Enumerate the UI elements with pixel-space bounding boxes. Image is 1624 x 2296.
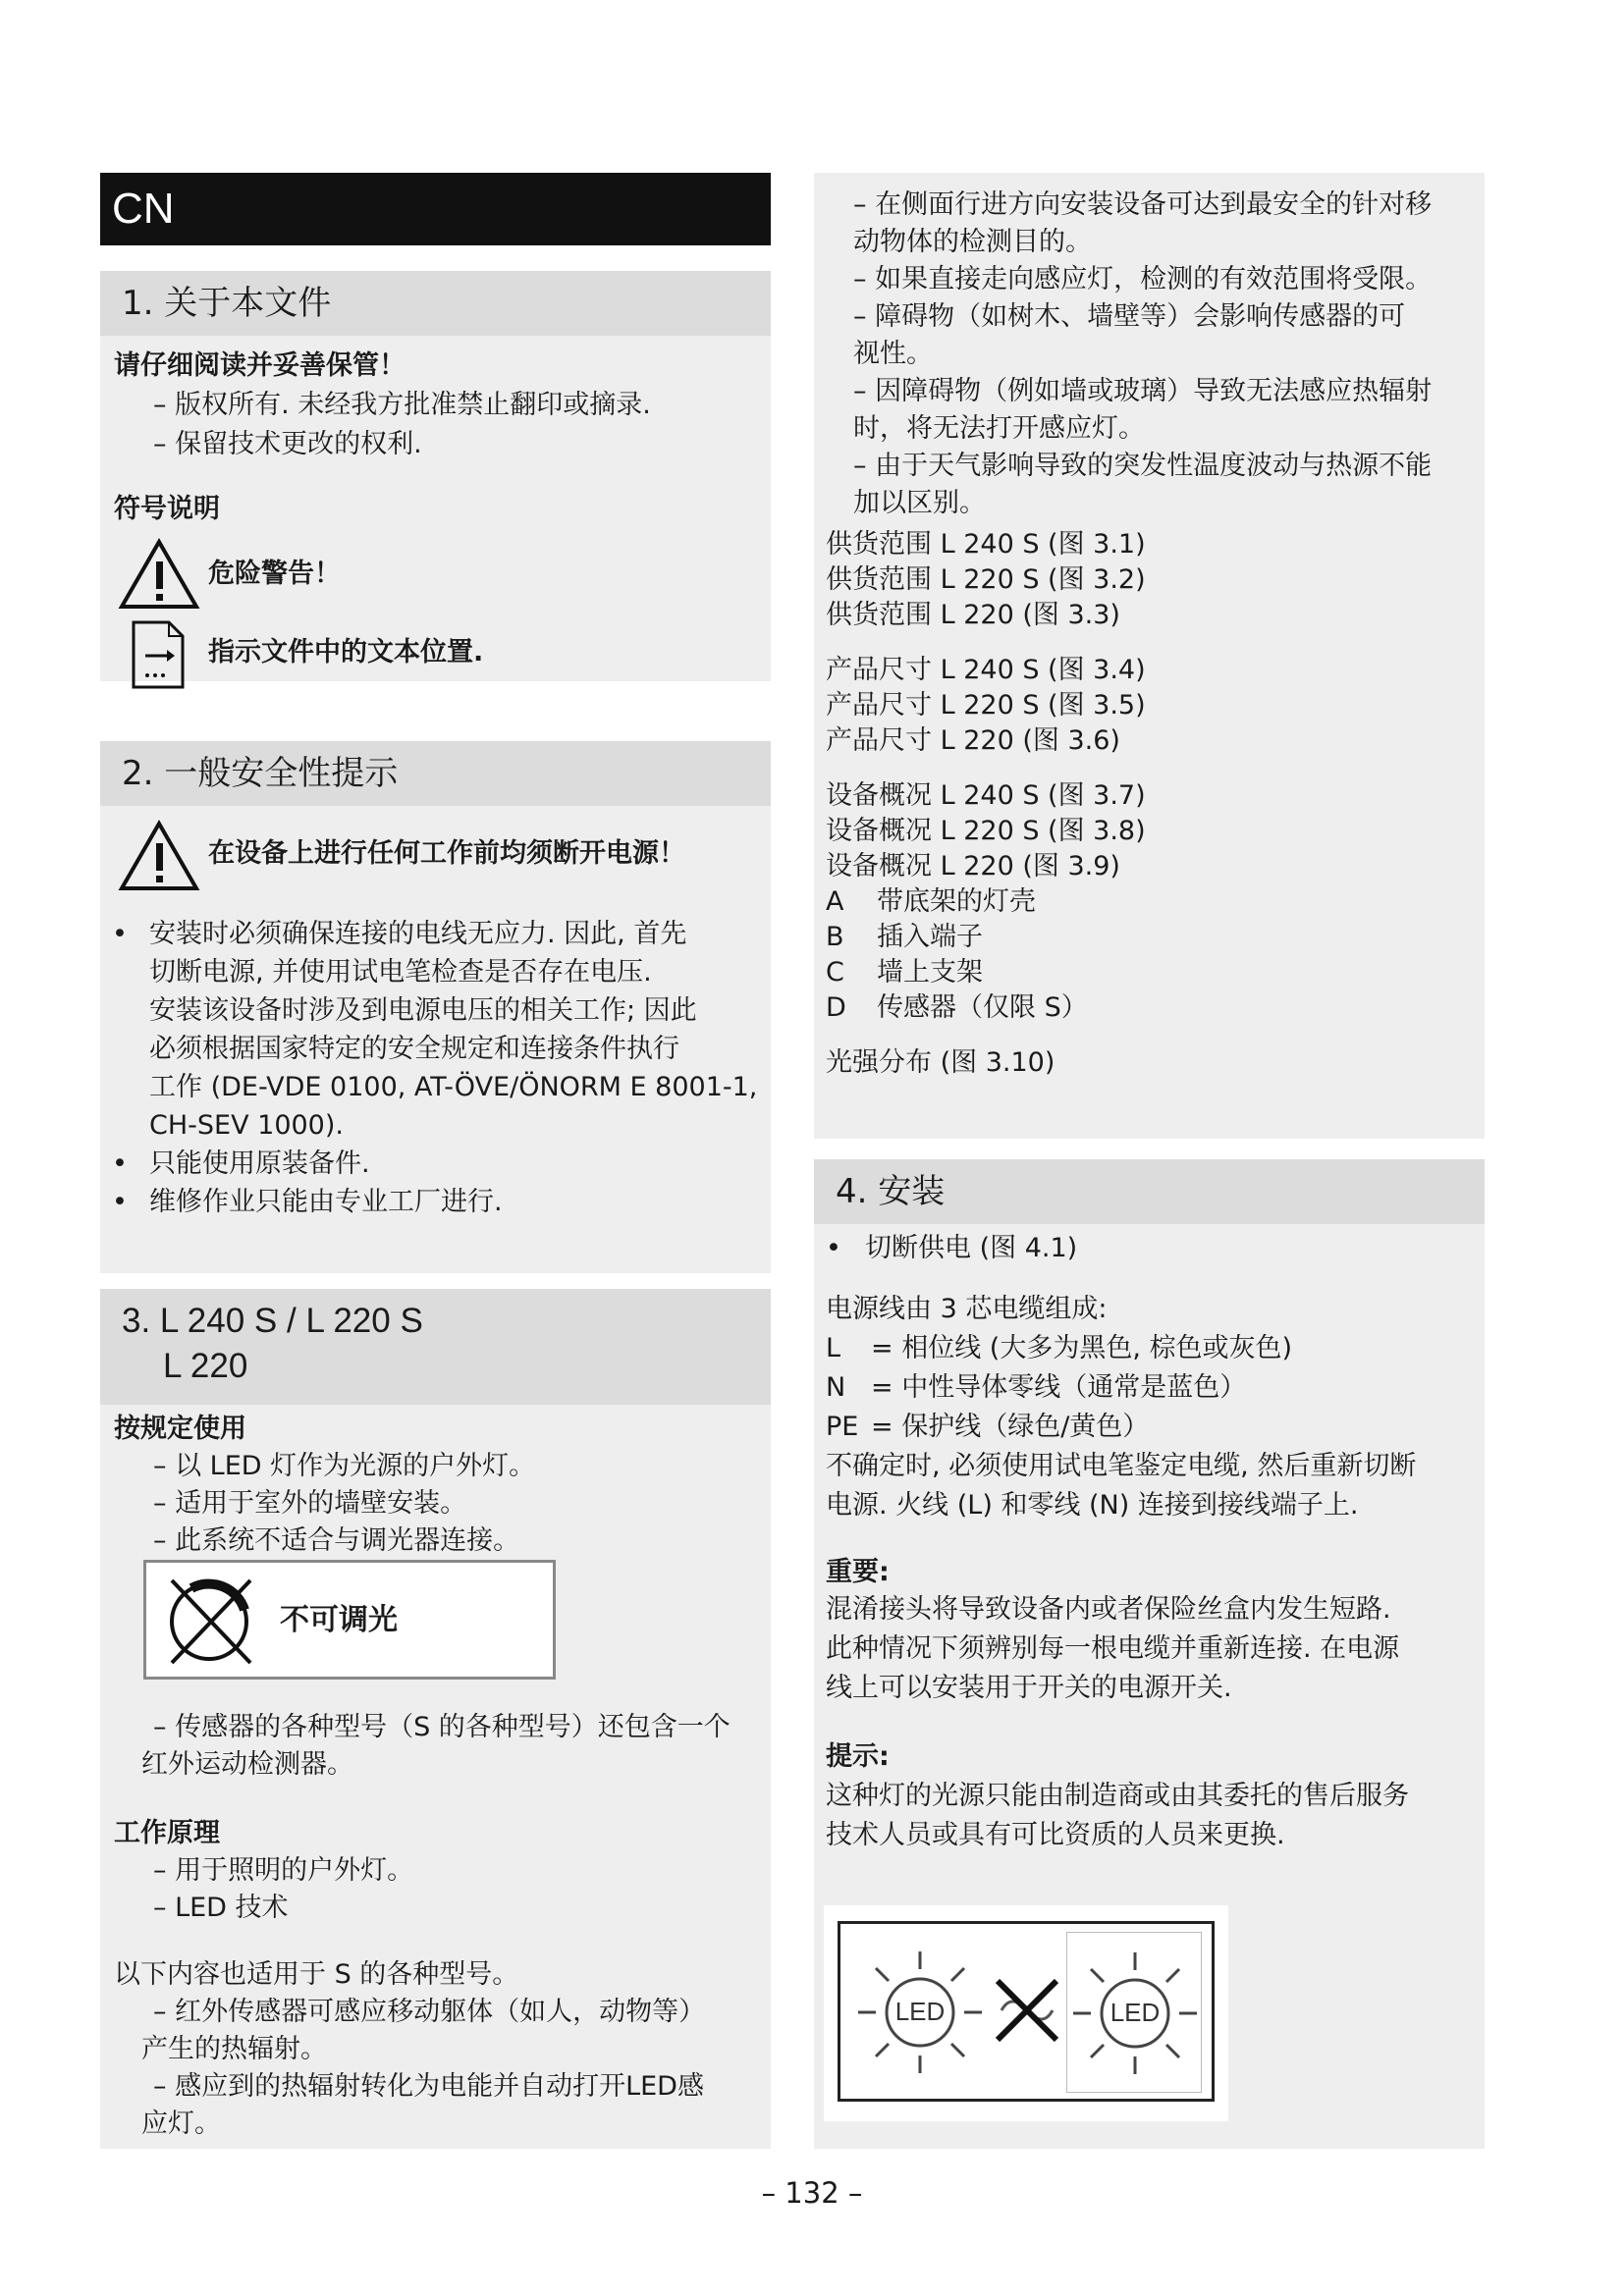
led-label: LED bbox=[1110, 1998, 1161, 2027]
detection-line-3: – 如果直接走向感应灯，检测的有效范围将受限。 bbox=[853, 264, 1433, 294]
use-line-2: – 适用于室外的墙壁安装。 bbox=[153, 1488, 467, 1519]
overview-line-2: 设备概况 L 220 S (图 3.8) bbox=[826, 816, 1146, 846]
repair-line: 维修作业只能由专业工厂进行. bbox=[149, 1187, 503, 1217]
section-1-panel bbox=[100, 271, 771, 681]
bullet-dot: • bbox=[112, 1187, 128, 1217]
part-label: 插入端子 bbox=[877, 922, 983, 952]
detection-line-9: 加以区别。 bbox=[853, 488, 986, 518]
detection-line-6: – 因障碍物（例如墙或玻璃）导致无法感应热辐射 bbox=[853, 376, 1433, 406]
detection-line-4: – 障碍物（如树木、墙壁等）会影响传感器的可 bbox=[853, 301, 1406, 332]
wire-desc: = 中性导体零线（通常是蓝色） bbox=[871, 1372, 1247, 1403]
part-label: 传感器（仅限 S） bbox=[877, 992, 1088, 1023]
wire-desc: = 保护线（绿色/黄色） bbox=[871, 1412, 1150, 1442]
detection-line-1: – 在侧面行进方向安装设备可达到最安全的针对移 bbox=[853, 189, 1433, 220]
original-parts-line: 只能使用原装备件. bbox=[149, 1148, 370, 1179]
section-3-title: 3. L 240 S / L 220 S bbox=[122, 1302, 423, 1340]
section-3-header bbox=[100, 1289, 771, 1405]
overview-line-3: 设备概况 L 220 (图 3.9) bbox=[826, 851, 1120, 881]
scope-line-3: 供货范围 L 220 (图 3.3) bbox=[826, 600, 1120, 630]
section-4-panel bbox=[814, 1159, 1485, 2149]
warning-triangle-icon bbox=[118, 820, 200, 892]
wire-key: N bbox=[826, 1372, 846, 1403]
section-4-title: 4. 安装 bbox=[814, 1159, 1485, 1224]
overview-line-1: 设备概况 L 240 S (图 3.7) bbox=[826, 780, 1146, 811]
sensor-desc-line-1: – 红外传感器可感应移动躯体（如人，动物等） bbox=[153, 1997, 706, 2027]
principle-line-2: – LED 技术 bbox=[153, 1893, 289, 1923]
important-heading: 重要: bbox=[826, 1557, 890, 1587]
detection-line-5: 视性。 bbox=[853, 339, 933, 369]
detection-line-2: 动物体的检测目的。 bbox=[853, 227, 1092, 257]
light-distribution-line: 光强分布 (图 3.10) bbox=[826, 1047, 1056, 1078]
language-label: CN bbox=[112, 185, 175, 233]
sensor-desc-line-4: 应灯。 bbox=[141, 2109, 221, 2139]
part-label: 墙上支架 bbox=[877, 957, 983, 988]
page-number: – 132 – bbox=[761, 2176, 863, 2210]
led-illustration-frame bbox=[838, 1921, 1215, 2102]
right-info-panel bbox=[814, 173, 1485, 1139]
principle-line-1: – 用于照明的户外灯。 bbox=[153, 1855, 414, 1886]
safety-line-3: 安装该设备时涉及到电源电压的相关工作; 因此 bbox=[149, 995, 697, 1026]
led-label: LED bbox=[894, 1997, 946, 2026]
bullet-dot: • bbox=[112, 1148, 128, 1179]
safety-line-5: 工作 (DE-VDE 0100, AT-ÖVE/ÖNORM E 8001-1, bbox=[149, 1072, 758, 1102]
section-3-subtitle: L 220 bbox=[163, 1347, 248, 1385]
section-2-panel bbox=[100, 741, 771, 1273]
detection-line-7: 时，将无法打开感应灯。 bbox=[853, 413, 1145, 444]
important-line-3: 线上可以安装用于开关的电源开关. bbox=[826, 1673, 1232, 1703]
safety-line-6: CH-SEV 1000). bbox=[149, 1110, 344, 1141]
hint-line-2: 技术人员或具有可比资质的人员来更换. bbox=[826, 1820, 1285, 1850]
sensor-desc-line-2: 产生的热辐射。 bbox=[141, 2034, 327, 2064]
part-key: A bbox=[826, 886, 844, 917]
led-illustration bbox=[824, 1905, 1228, 2121]
danger-warning-label: 危险警告！ bbox=[208, 559, 341, 589]
power-off-warning: 在设备上进行任何工作前均须断开电源！ bbox=[208, 838, 685, 869]
symbol-heading: 符号说明 bbox=[114, 494, 220, 524]
part-key: C bbox=[826, 957, 844, 988]
dimension-line-1: 产品尺寸 L 240 S (图 3.4) bbox=[826, 655, 1146, 685]
warning-triangle-icon bbox=[118, 538, 200, 611]
wire-key: L bbox=[826, 1333, 841, 1363]
hint-heading: 提示: bbox=[826, 1741, 890, 1772]
detection-line-8: – 由于天气影响导致的突发性温度波动与热源不能 bbox=[853, 451, 1433, 481]
cable-line: 电源线由 3 芯电缆组成: bbox=[826, 1294, 1108, 1324]
bullet-dot: • bbox=[112, 919, 128, 949]
working-principle-heading: 工作原理 bbox=[114, 1818, 220, 1848]
use-line-1: – 以 LED 灯作为光源的户外灯。 bbox=[153, 1451, 536, 1481]
part-label: 带底架的灯壳 bbox=[877, 886, 1036, 917]
cut-power-line: 切断供电 (图 4.1) bbox=[865, 1233, 1078, 1263]
sensor-line-1: – 传感器的各种型号（S 的各种型号）还包含一个 bbox=[153, 1712, 731, 1742]
important-line-1: 混淆接头将导致设备内或者保险丝盒内发生短路. bbox=[826, 1594, 1391, 1625]
section-1-title: 1. 关于本文件 bbox=[100, 271, 771, 336]
section-3-panel bbox=[100, 1289, 771, 2149]
intended-use-heading: 按规定使用 bbox=[114, 1414, 246, 1444]
part-key: D bbox=[826, 992, 846, 1023]
not-dimmable-label: 不可调光 bbox=[280, 1603, 398, 1637]
keep-notice: 请仔细阅读并妥善保管！ bbox=[114, 350, 406, 381]
unsure-line-1: 不确定时, 必须使用试电笔鉴定电缆, 然后重新切断 bbox=[826, 1451, 1417, 1481]
unsure-line-2: 电源. 火线 (L) 和零线 (N) 连接到接线端子上. bbox=[826, 1490, 1359, 1521]
section-2-title: 2. 一般安全性提示 bbox=[100, 741, 771, 806]
sensor-desc-line-3: – 感应到的热辐射转化为电能并自动打开LED感 bbox=[153, 2071, 704, 2102]
language-bar bbox=[100, 173, 771, 245]
reference-label: 指示文件中的文本位置. bbox=[208, 637, 484, 667]
use-line-3: – 此系统不适合与调光器连接。 bbox=[153, 1525, 520, 1556]
no-replace-cross-icon bbox=[988, 1971, 1066, 2050]
safety-line-4: 必须根据国家特定的安全规定和连接条件执行 bbox=[149, 1034, 679, 1064]
safety-line-2: 切断电源, 并使用试电笔检查是否存在电压. bbox=[149, 957, 652, 988]
rights-line: – 保留技术更改的权利. bbox=[153, 429, 422, 459]
led-replace-panel bbox=[1066, 1932, 1202, 2093]
bullet-dot: • bbox=[826, 1233, 841, 1263]
wire-desc: = 相位线 (大多为黑色, 棕色或灰色) bbox=[871, 1333, 1293, 1363]
sensor-line-2: 红外运动检测器。 bbox=[141, 1749, 353, 1780]
document-reference-icon bbox=[130, 618, 187, 691]
no-dimmer-icon bbox=[158, 1571, 260, 1673]
scope-line-2: 供货范围 L 220 S (图 3.2) bbox=[826, 564, 1146, 595]
copyright-line: – 版权所有. 未经我方批准禁止翻印或摘录. bbox=[153, 390, 651, 420]
dimension-line-3: 产品尺寸 L 220 (图 3.6) bbox=[826, 725, 1120, 756]
not-dimmable-box bbox=[143, 1560, 556, 1680]
part-key: B bbox=[826, 922, 844, 952]
safety-line-1: 安装时必须确保连接的电线无应力. 因此, 首先 bbox=[149, 919, 687, 949]
wire-key: PE bbox=[826, 1412, 859, 1442]
also-applies-line: 以下内容也适用于 S 的各种型号。 bbox=[114, 1959, 519, 1990]
important-line-2: 此种情况下须辨别每一根电缆并重新连接. 在电源 bbox=[826, 1633, 1400, 1664]
dimension-line-2: 产品尺寸 L 220 S (图 3.5) bbox=[826, 690, 1146, 721]
hint-line-1: 这种灯的光源只能由制造商或由其委托的售后服务 bbox=[826, 1781, 1409, 1811]
scope-line-1: 供货范围 L 240 S (图 3.1) bbox=[826, 529, 1146, 560]
